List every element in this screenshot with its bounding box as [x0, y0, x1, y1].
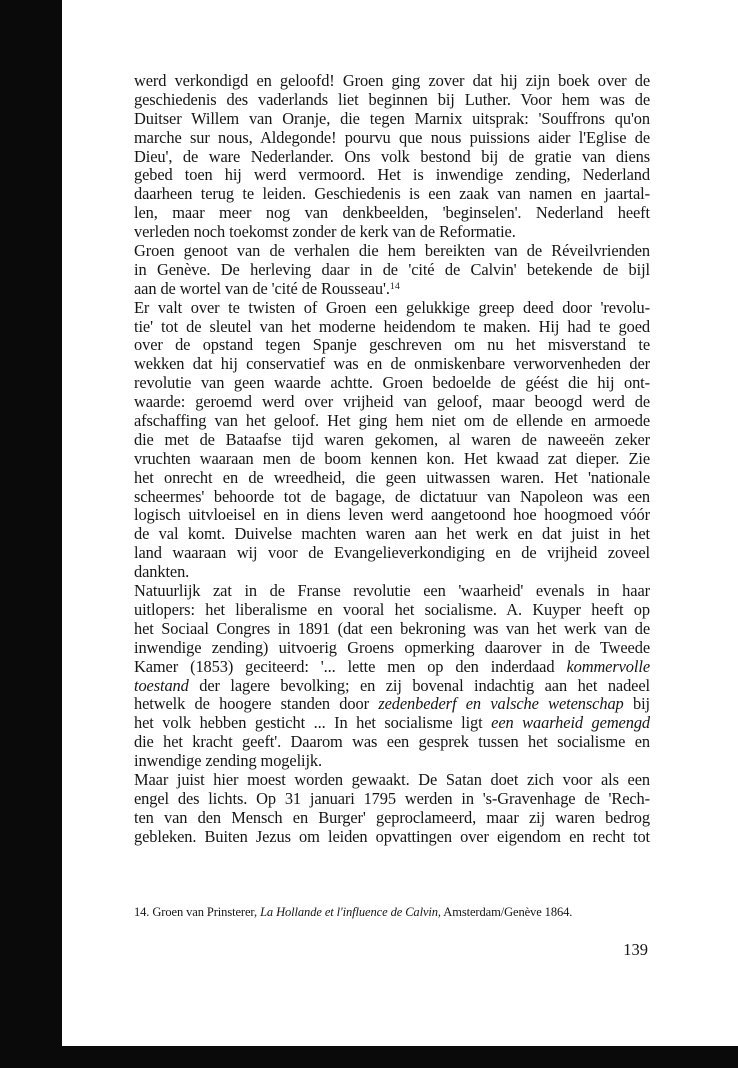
- text-segment: Groen genoot van de verhalen die hem bereikten van de Réveilvrienden: [134, 241, 650, 261]
- text-segment: Duitser Willem van Oranje, die tegen Marnix uitsprak: 'Souffrons qu'on: [134, 108, 650, 128]
- text-line: [134, 790, 650, 809]
- italic-segment: kommervolle: [566, 656, 650, 676]
- text-line: [134, 129, 650, 148]
- text-segment: die het kracht geeft'. Daarom was een gesprek tussen het socialisme en: [134, 732, 650, 752]
- footnote-author: Groen van Prinsterer,: [152, 905, 258, 919]
- page-number: 139: [623, 940, 648, 959]
- text-segment: geschiedenis des vaderlands liet beginnen bij Luther. Voor hem was de: [134, 89, 650, 109]
- text-segment: marche sur nous, Aldegonde! pourvu que nous puissions aider l'Eglise de: [134, 127, 650, 147]
- text-line: [134, 72, 650, 91]
- text-segment: Dieu', de ware Nederlander. Ons volk bestond bij de gratie van diens: [134, 146, 650, 166]
- footnote-rest: , Amsterdam/Genève 1864.: [437, 905, 573, 919]
- text-line: [134, 544, 650, 563]
- text-line: [134, 639, 650, 658]
- text-line: [134, 412, 650, 431]
- text-line: [134, 582, 650, 601]
- text-line: [134, 714, 650, 733]
- text-line: [134, 336, 650, 355]
- text-line: [134, 431, 650, 450]
- text-segment: gebed toen hij werd vermoord. Het is inwendige zending, Nederland: [134, 165, 650, 185]
- footnote-reference: 14: [389, 281, 401, 292]
- text-segment: dankten.: [134, 562, 190, 582]
- text-segment: ten van den Mensch en Burger' geproclameerd, maar zij waren bedrog: [134, 807, 650, 827]
- text-segment: inwendige zending mogelijk.: [134, 751, 323, 771]
- text-segment: Er valt over te twisten of Groen een gelukkige greep deed door 'revolu-: [134, 297, 650, 317]
- text-segment: engel des lichts. Op 31 januari 1795 werden in 's-Gravenhage de 'Rech-: [134, 788, 650, 808]
- text-line: [134, 110, 650, 129]
- text-segment: revolutie van geen waarde achtte. Groen bedoelde de géést die hij ont-: [134, 373, 650, 393]
- text-line: [134, 299, 650, 318]
- text-segment: verleden noch toekomst zonder de kerk van de Reformatie.: [134, 222, 516, 242]
- text-segment: afschaffing van het geloof. Het ging hem niet om de ellende en armoede: [134, 411, 650, 431]
- text-line: [134, 620, 650, 639]
- text-line: [134, 355, 650, 374]
- text-segment: inwendige zending) uitvoerig Groens opmerking daarover in de Tweede: [134, 637, 650, 657]
- text-line: [134, 752, 650, 771]
- text-line: [134, 733, 650, 752]
- text-line: [134, 677, 650, 696]
- scan-bottom-border: [0, 1046, 738, 1068]
- text-segment: het volk hebben gesticht ... In het socialisme ligt: [134, 713, 492, 733]
- footnote-14: [134, 904, 654, 920]
- text-segment: over de opstand tegen Spanje geschreven om nu het misverstand te: [134, 335, 650, 355]
- text-segment: de val komt. Duivelse machten waren aan het werk en dat juist in het: [134, 524, 650, 544]
- italic-segment: een waarheid gemengd: [491, 713, 651, 733]
- text-segment: Natuurlijk zat in de Franse revolutie een 'waarheid' evenals in haar: [134, 581, 650, 601]
- footnote-title: La Hollande et l'influence de Calvin: [260, 905, 438, 919]
- text-segment: in Genève. De herleving daar in de 'cité de Calvin' betekende de bijl: [134, 259, 650, 279]
- text-line: [134, 809, 650, 828]
- text-segment: bij: [623, 694, 650, 714]
- text-line: [134, 601, 650, 620]
- text-segment: der lagere bevolking; en zij bovenal indachtig aan het nadeel: [188, 675, 650, 695]
- text-segment: len, maar meer nog van denkbeelden, 'beginselen'. Nederland heeft: [134, 203, 650, 223]
- text-line: [134, 828, 650, 847]
- text-line: [134, 242, 650, 261]
- text-line: [134, 91, 650, 110]
- text-line: [134, 166, 650, 185]
- text-line: [134, 658, 650, 677]
- text-segment: het onrecht en de wreedheid, die geen uitwassen waren. Het 'nationale: [134, 467, 650, 487]
- text-segment: hetwelk de hoogere standen door: [134, 694, 379, 714]
- text-line: [134, 450, 650, 469]
- text-segment: Maar juist hier moest worden gewaakt. De Satan doet zich voor als een: [134, 769, 650, 789]
- text-segment: logisch uitvloeisel en in diens leven werd aangetoond hoe hoogmoed vóór: [134, 505, 650, 525]
- text-segment: daarheen terug te leiden. Geschiedenis is een zaak van namen en jaartal-: [134, 184, 650, 204]
- text-line: [134, 204, 650, 223]
- scan-left-border: [0, 0, 62, 1068]
- text-segment: werd verkondigd en geloofd! Groen ging zover dat hij zijn boek over de: [134, 71, 650, 90]
- text-segment: die met de Bataafse tijd waren gekomen, al waren de naweeën zeker: [134, 429, 650, 449]
- text-segment: tie' tot de sleutel van het moderne heidendom te maken. Hij had te goed: [134, 316, 650, 336]
- text-line: [134, 148, 650, 167]
- text-segment: land waaraan wij voor de Evangelieverkondiging en de vrijheid zoveel: [134, 543, 650, 563]
- text-line: [134, 393, 650, 412]
- text-line: [134, 280, 650, 299]
- text-line: [134, 525, 650, 544]
- text-segment: het Sociaal Congres in 1891 (dat een bekroning was van het werk van de: [134, 618, 650, 638]
- text-line: [134, 223, 650, 242]
- text-line: [134, 469, 650, 488]
- text-segment: gebleken. Buiten Jezus om leiden opvattingen over eigendom en recht tot: [134, 826, 650, 846]
- text-segment: waarde: geroemd werd over vrijheid van geloof, maar beoogd werd de: [134, 392, 650, 412]
- text-line: [134, 771, 650, 790]
- text-line: [134, 563, 650, 582]
- text-segment: aan de wortel van de 'cité de Rousseau'.: [134, 278, 390, 298]
- text-segment: scheermes' behoorde tot de bagage, de dictatuur van Napoleon was een: [134, 486, 650, 506]
- body-text: [134, 72, 650, 847]
- text-segment: Kamer (1853) geciteerd: '... lette men op den inderdaad: [134, 656, 567, 676]
- text-line: [134, 318, 650, 337]
- text-line: [134, 261, 650, 280]
- text-segment: vruchten waaraan men de boom kennen kon. Het kwaad zat dieper. Zie: [134, 448, 650, 468]
- text-line: [134, 506, 650, 525]
- italic-segment: zedenbederf en valsche wetenschap: [378, 694, 624, 714]
- footnote-number: 14.: [134, 905, 150, 919]
- text-segment: wekken dat hij conservatief was en de onmiskenbare verworvenheden der: [134, 354, 650, 374]
- text-segment: uitlopers: het liberalisme en vooral het socialisme. A. Kuyper heeft op: [134, 599, 650, 619]
- text-line: [134, 488, 650, 507]
- text-line: [134, 374, 650, 393]
- italic-segment: toestand: [134, 675, 189, 695]
- text-line: [134, 695, 650, 714]
- text-line: [134, 185, 650, 204]
